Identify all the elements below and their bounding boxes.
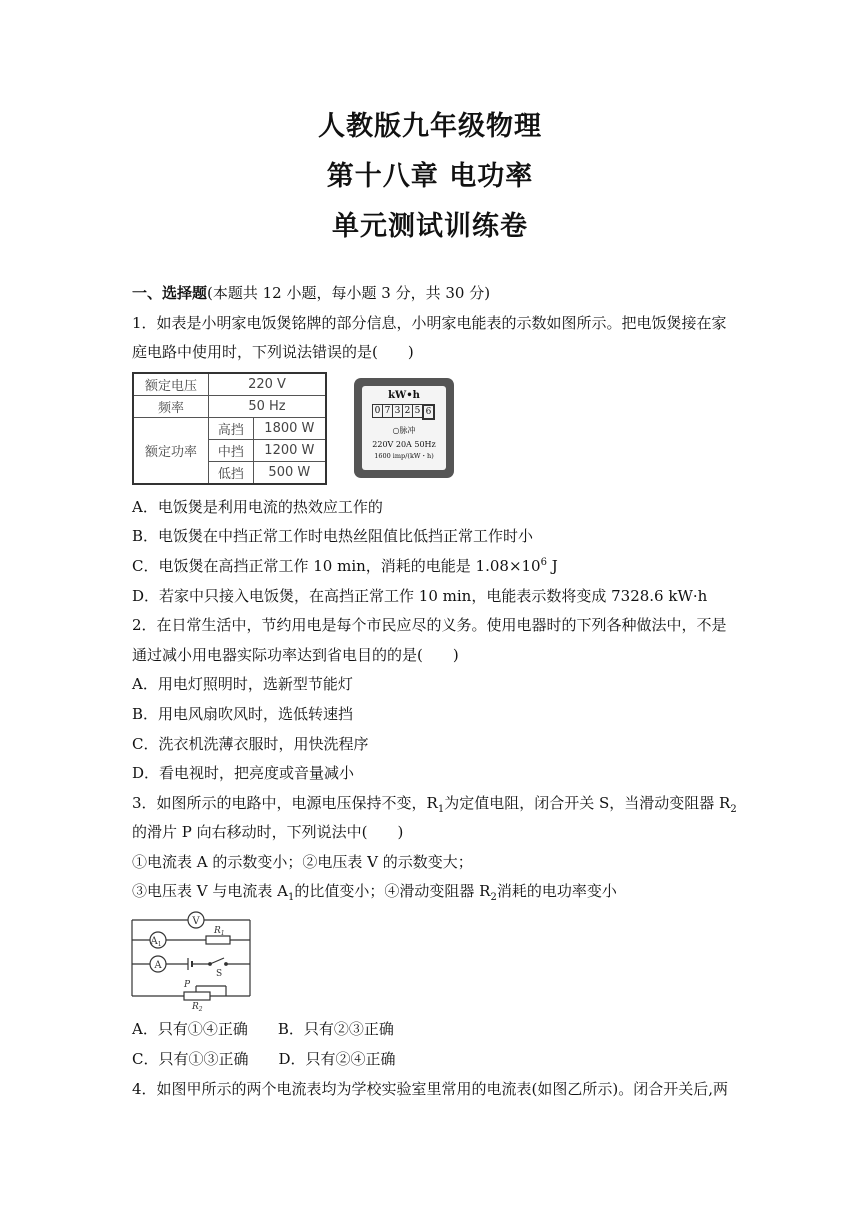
q3-text: 3．如图所示的电路中，电源电压保持不变，R [132,794,438,812]
ammeter1-label [149,936,161,948]
section-heading [132,283,490,303]
high-gear-label: 高挡 [209,418,254,440]
q3-text: 的比值变小；④滑动变阻器 R [294,882,491,900]
q2-stem-line1: 2．在日常生活中，节约用电是每个市民应尽的义务。使用电器时的下列各种做法中，不是 [132,616,727,634]
meter-unit: kW•h [388,390,420,401]
rated-voltage-value: 220 V [209,373,327,396]
q1-option-a: A．电饭煲是利用电流的热效应工作的 [132,498,383,516]
q3-stem-line2: 的滑片 P 向右移动时，下列说法中( ) [132,823,404,841]
rated-power-label: 额定功率 [133,418,209,485]
q3-options-row1: A．只有①④正确 B．只有②③正确 [132,1020,394,1038]
q3-subscript: 2 [490,892,497,903]
electric-meter-image [354,378,454,478]
ammeter1-letter: A [150,936,158,947]
q2-stem-line2: 通过减小用电器实际功率达到省电目的的是( ) [132,646,459,664]
ammeter-label: A [154,960,162,971]
q1-stem-line2: 庭电路中使用时，下列说法错误的是( ) [132,343,414,361]
r2-subscript: 2 [198,1006,203,1013]
q3-text: ③电压表 V 与电流表 A [132,882,288,900]
circuit-diagram [126,908,258,1013]
meter-digit: 2 [402,404,413,418]
q1-option-c-unit: J [546,557,558,575]
q3-subscript: 1 [437,804,445,815]
q3-subscript: 1 [287,892,295,903]
meter-rate: 1600 imp/(kW・h) [374,452,434,460]
switch-label: S [216,969,223,979]
ammeter1-subscript: 1 [157,941,162,948]
high-gear-value: 1800 W [253,418,326,440]
mid-gear-label: 中挡 [209,440,254,462]
r1-letter: R [214,926,221,936]
q2-option-c: C．洗衣机洗薄衣服时，用快洗程序 [132,735,369,753]
q1-option-c-exponent: 6 [540,557,547,568]
q3-subscript: 2 [730,804,737,815]
r2-rheostat [184,992,210,1000]
q3-statement-3-4 [132,881,617,901]
q3-stem-line1 [132,793,737,813]
r2-label [191,1002,203,1013]
q3-text: 消耗的电功率变小 [496,882,617,900]
meter-face [362,386,446,470]
meter-spec: 220V 20A 50Hz [372,440,436,449]
q3-statement-1-2: ①电流表 A 的示数变小；②电压表 V 的示数变大； [132,853,473,871]
r1-resistor [206,936,230,944]
q2-option-d: D．看电视时，把亮度或音量减小 [132,764,355,782]
section-heading-label: 一、选择题 [132,284,208,302]
q4-stem-line1: 4．如图甲所示的两个电流表均为学校实验室里常用的电流表(如图乙所示)。闭合开关后,两 [132,1080,729,1098]
meter-digit-decimal: 6 [422,404,435,420]
chapter-title: 第十八章 电功率 [326,161,534,192]
switch-contact [209,963,212,966]
r2-letter: R [192,1002,199,1012]
q3-text: 为定值电阻，闭合开关 S，当滑动变阻器 R [444,794,731,812]
doc-title: 人教版九年级物理 [318,111,542,142]
meter-digit: 7 [382,404,393,418]
voltmeter-label: V [192,916,200,927]
meter-digits [362,404,446,420]
q1-option-d: D．若家中只接入电饭煲，在高挡正常工作 10 min，电能表示数将变成 7328.6 kW·h [132,587,708,605]
rated-voltage-label: 额定电压 [133,373,209,396]
q1-option-b: B．电饭煲在中挡正常工作时电热丝阻值比低挡正常工作时小 [132,527,534,545]
r1-subscript: 1 [220,930,225,937]
test-title: 单元测试训练卷 [332,211,528,242]
low-gear-value: 500 W [253,462,326,485]
frequency-value: 50 Hz [209,396,327,418]
meter-digit: 5 [412,404,423,418]
q1-option-c-text: C．电饭煲在高挡正常工作 10 min，消耗的电能是 1.08×10 [132,557,541,575]
r1-label [213,926,225,937]
rice-cooker-nameplate-table [132,372,327,485]
q1-stem-line1: 1．如表是小明家电饭煲铭牌的部分信息，小明家电能表的示数如图所示。把电饭煲接在家 [132,314,727,332]
slider-label: P [184,980,191,990]
low-gear-label: 低挡 [209,462,254,485]
meter-digit: 3 [392,404,403,418]
switch-symbol [210,958,224,964]
q2-option-a: A．用电灯照明时，选新型节能灯 [132,675,353,693]
q2-option-b: B．用电风扇吹风时，选低转速挡 [132,705,354,723]
section-heading-note: (本题共 12 小题，每小题 3 分，共 30 分) [207,284,491,302]
mid-gear-value: 1200 W [253,440,326,462]
q3-options-row2: C．只有①③正确 D．只有②④正确 [132,1050,396,1068]
meter-pulse-light: ○脉冲 [392,426,416,435]
q1-option-c [132,556,558,576]
meter-digit: 0 [372,404,383,418]
frequency-label: 频率 [133,396,209,418]
